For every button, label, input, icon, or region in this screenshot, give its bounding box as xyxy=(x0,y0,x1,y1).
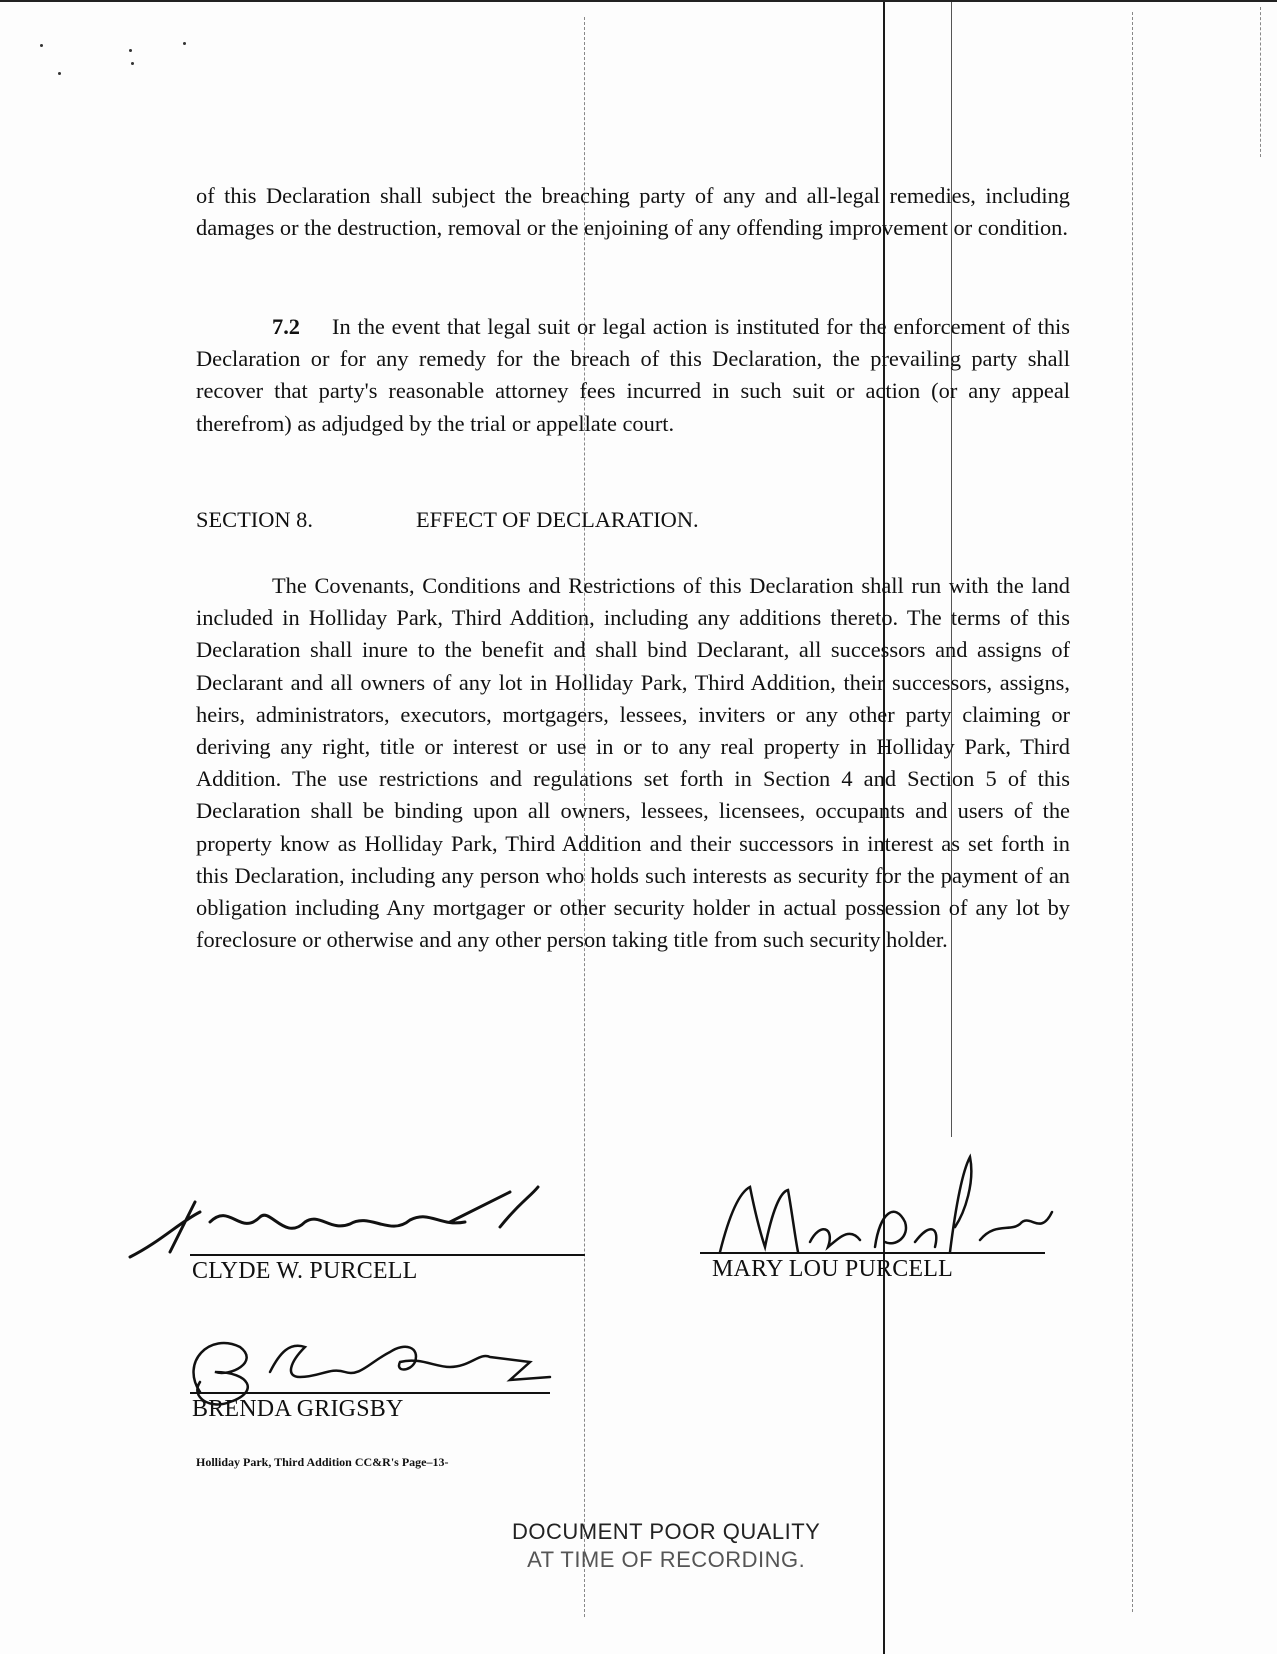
section-8-title: EFFECT OF DECLARATION. xyxy=(416,507,699,532)
signature-block-mary-lou xyxy=(700,1152,1070,1292)
scan-artifact-dotted-line xyxy=(1260,7,1261,157)
section-8-body: The Covenants, Conditions and Restrictions of this Declaration shall run with the land included in Holliday Park, Third Addition, including any additions thereto. The terms of this Declaration shall inure to the benefit and shall bind Declarant, all successors and assigns of Declarant and all owners of any lot in Holliday Park, Third Addition, their successors, assigns, heirs, administrators, executors, mortgagers, lessees, inviters or any other party claiming or deriving any right, title or interest or use in or to any real property in Holliday Park, Third Addition. The use restrictions and regulations set forth in Section 4 and Section 5 of this Declaration shall be binding upon all owners, lessees, licensees, occupants and users of the property know as Holliday Park, Third Addition and their successors in interest as set forth in this Declaration, including any person who holds such interests as security for the payment of an obligation including Any mortgager or other security holder in actual possession of any lot by foreclosure or otherwise and any other person taking title from such security holder. xyxy=(196,573,1070,953)
signer-name-mary-lou: MARY LOU PURCELL xyxy=(712,1256,953,1282)
recording-stamp xyxy=(512,1518,820,1574)
scan-speck xyxy=(183,42,186,45)
signer-name-clyde: CLYDE W. PURCELL xyxy=(192,1258,418,1284)
scan-speck xyxy=(58,72,61,75)
stamp-line-2: AT TIME OF RECORDING. xyxy=(527,1547,806,1572)
section-8-heading xyxy=(196,504,699,536)
signature-line xyxy=(190,1254,585,1256)
signer-name-brenda: BRENDA GRIGSBY xyxy=(192,1396,404,1422)
section-8-label: SECTION 8. xyxy=(196,507,313,532)
signature-block-clyde xyxy=(120,1182,600,1292)
signature-block-brenda xyxy=(170,1322,610,1422)
page-footer: Holliday Park, Third Addition CC&R's Page–13- xyxy=(196,1455,449,1469)
section-7-2-paragraph xyxy=(196,311,1070,440)
scan-speck xyxy=(129,49,132,52)
scan-speck xyxy=(131,62,134,65)
signature-line xyxy=(700,1252,1045,1254)
section-7-2-text: In the event that legal suit or legal action is instituted for the enforcement of this Declaration or for any remedy for the breach of this Declaration, the prevailing party shall recover that party's reasonable attorney fees incurred in such suit or action (or any appeal therefrom) as adjudged by the trial or appellate court. xyxy=(196,314,1070,436)
scan-speck xyxy=(40,44,43,47)
scan-artifact-dotted-line xyxy=(1132,12,1133,1612)
signature-line xyxy=(190,1392,550,1394)
paragraph-continuation: of this Declaration shall subject the breaching party of any and all-legal remedies, including damages or the destruction, removal or the enjoining of any offending improvement or condition. xyxy=(196,183,1070,241)
section-7-2-number: 7.2 xyxy=(272,314,300,339)
stamp-line-1: DOCUMENT POOR QUALITY xyxy=(512,1519,821,1544)
